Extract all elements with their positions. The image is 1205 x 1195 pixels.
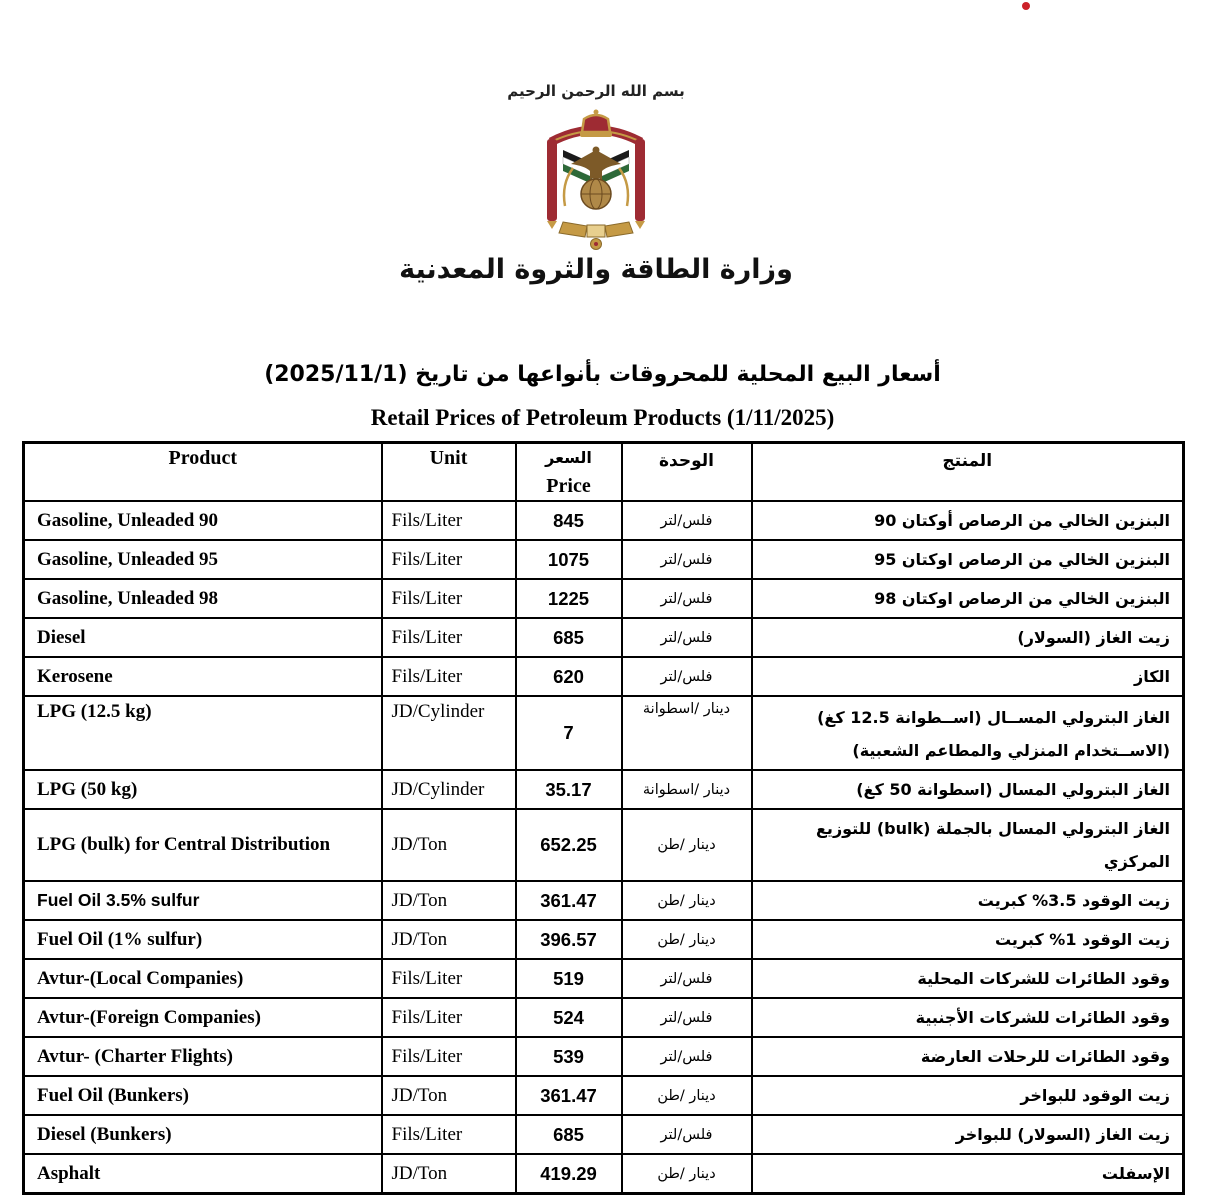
product-name-en: Avtur- (Charter Flights) [24,1037,382,1076]
unit-ar: فلس/لتر [622,540,752,579]
jordan-coat-of-arms-emblem [535,106,657,250]
table-row [24,920,1184,959]
col-header-price-ar: السعر [545,448,592,467]
table-row [24,809,1184,881]
table-row [24,540,1184,579]
col-header-unit-en: Unit [382,443,516,502]
product-name-ar: الإسفلت [752,1154,1184,1194]
price-value: 419.29 [516,1154,622,1194]
unit-en: Fils/Liter [382,657,516,696]
unit-en: JD/Cylinder [382,696,516,770]
price-table [22,441,1185,1195]
price-value: 845 [516,501,622,540]
product-name-en: Gasoline, Unleaded 95 [24,540,382,579]
table-row [24,1115,1184,1154]
unit-en: JD/Cylinder [382,770,516,809]
unit-ar: دينار /طن [622,1076,752,1115]
unit-ar: دينار /طن [622,809,752,881]
unit-ar: دينار /اسطوانة [622,696,752,770]
unit-ar: فلس/لتر [622,959,752,998]
price-value: 361.47 [516,881,622,920]
product-name-ar: زيت الغاز (السولار) للبواخر [752,1115,1184,1154]
price-value: 519 [516,959,622,998]
price-value: 524 [516,998,622,1037]
unit-ar: فلس/لتر [622,657,752,696]
product-name-ar: وقود الطائرات للرحلات العارضة [752,1037,1184,1076]
unit-en: Fils/Liter [382,1115,516,1154]
unit-ar: فلس/لتر [622,1037,752,1076]
price-value: 1225 [516,579,622,618]
unit-ar: فلس/لتر [622,618,752,657]
price-value: 7 [516,696,622,770]
product-name-en: Asphalt [24,1154,382,1194]
product-name-ar: وقود الطائرات للشركات الأجنبية [752,998,1184,1037]
unit-en: JD/Ton [382,809,516,881]
price-value: 361.47 [516,1076,622,1115]
product-name-en: Diesel [24,618,382,657]
red-dot [1022,2,1030,10]
unit-ar: دينار /طن [622,881,752,920]
unit-ar: فلس/لتر [622,501,752,540]
unit-en: JD/Ton [382,881,516,920]
unit-ar: دينار /طن [622,920,752,959]
price-value: 539 [516,1037,622,1076]
product-name-en: Gasoline, Unleaded 98 [24,579,382,618]
table-row [24,1154,1184,1194]
product-name-ar: زيت الوقود 1% كبريت [752,920,1184,959]
product-name-ar: الغاز البترولي المســال (اســطوانة 12.5 كغ) (الاســتخدام المنزلي والمطاعم الشعبية) [752,696,1184,770]
unit-ar: فلس/لتر [622,579,752,618]
product-name-en: LPG (bulk) for Central Distribution [24,809,382,881]
table-row [24,1037,1184,1076]
price-value: 620 [516,657,622,696]
unit-ar: فلس/لتر [622,1115,752,1154]
product-name-en: Gasoline, Unleaded 90 [24,501,382,540]
col-header-product-en: Product [24,443,382,502]
col-header-price-en: Price [546,475,591,497]
table-row [24,579,1184,618]
product-name-en: Fuel Oil (Bunkers) [24,1076,382,1115]
table-row [24,770,1184,809]
price-value: 35.17 [516,770,622,809]
product-name-ar: الغاز البترولي المسال بالجملة (bulk) للتوزيع المركزي [752,809,1184,881]
unit-en: Fils/Liter [382,998,516,1037]
unit-en: Fils/Liter [382,579,516,618]
table-header-row [24,443,1184,502]
product-name-ar: الغاز البترولي المسال (اسطوانة 50 كغ) [752,770,1184,809]
unit-ar: دينار /طن [622,1154,752,1194]
price-value: 1075 [516,540,622,579]
product-name-en: Diesel (Bunkers) [24,1115,382,1154]
unit-en: JD/Ton [382,1076,516,1115]
price-value: 396.57 [516,920,622,959]
price-value: 685 [516,1115,622,1154]
table-row [24,998,1184,1037]
table-row [24,881,1184,920]
basmala-calligraphy: بسم الله الرحمن الرحيم [507,82,685,100]
product-name-en: Fuel Oil (1% sulfur) [24,920,382,959]
table-row [24,501,1184,540]
product-name-ar: زيت الوقود للبواخر [752,1076,1184,1115]
col-header-price [516,443,622,502]
product-name-ar: الكاز [752,657,1184,696]
unit-en: JD/Ton [382,920,516,959]
table-row [24,1076,1184,1115]
document-header [0,82,1192,285]
product-name-ar: وقود الطائرات للشركات المحلية [752,959,1184,998]
unit-en: Fils/Liter [382,618,516,657]
product-name-en: LPG (50 kg) [24,770,382,809]
price-table-body [24,501,1184,1194]
col-header-product-ar: المنتج [752,443,1184,502]
product-name-en: Kerosene [24,657,382,696]
title-english: Retail Prices of Petroleum Products (1/11/2025) [370,405,835,430]
product-name-ar: البنزين الخالي من الرصاص اوكتان 95 [752,540,1184,579]
unit-en: Fils/Liter [382,501,516,540]
product-name-ar: البنزين الخالي من الرصاص أوكتان 90 [752,501,1184,540]
col-header-unit-ar: الوحدة [622,443,752,502]
product-name-en: LPG (12.5 kg) [24,696,382,770]
unit-en: Fils/Liter [382,959,516,998]
unit-ar: دينار /اسطوانة [622,770,752,809]
unit-en: JD/Ton [382,1154,516,1194]
price-value: 685 [516,618,622,657]
unit-ar: فلس/لتر [622,998,752,1037]
table-row [24,657,1184,696]
product-name-en: Avtur-(Foreign Companies) [24,998,382,1037]
title-arabic: أسعار البيع المحلية للمحروقات بأنواعها من تاريخ (2025/11/1) [264,362,941,387]
product-name-ar: زيت الغاز (السولار) [752,618,1184,657]
product-name-en: Fuel Oil 3.5% sulfur [24,881,382,920]
table-row [24,696,1184,770]
unit-en: Fils/Liter [382,1037,516,1076]
product-name-ar: زيت الوقود 3.5% كبريت [752,881,1184,920]
ministry-name-calligraphy: وزارة الطاقة والثروة المعدنية [399,254,793,285]
price-value: 652.25 [516,809,622,881]
table-row [24,618,1184,657]
product-name-ar: البنزين الخالي من الرصاص اوكتان 98 [752,579,1184,618]
product-name-en: Avtur-(Local Companies) [24,959,382,998]
unit-en: Fils/Liter [382,540,516,579]
table-row [24,959,1184,998]
